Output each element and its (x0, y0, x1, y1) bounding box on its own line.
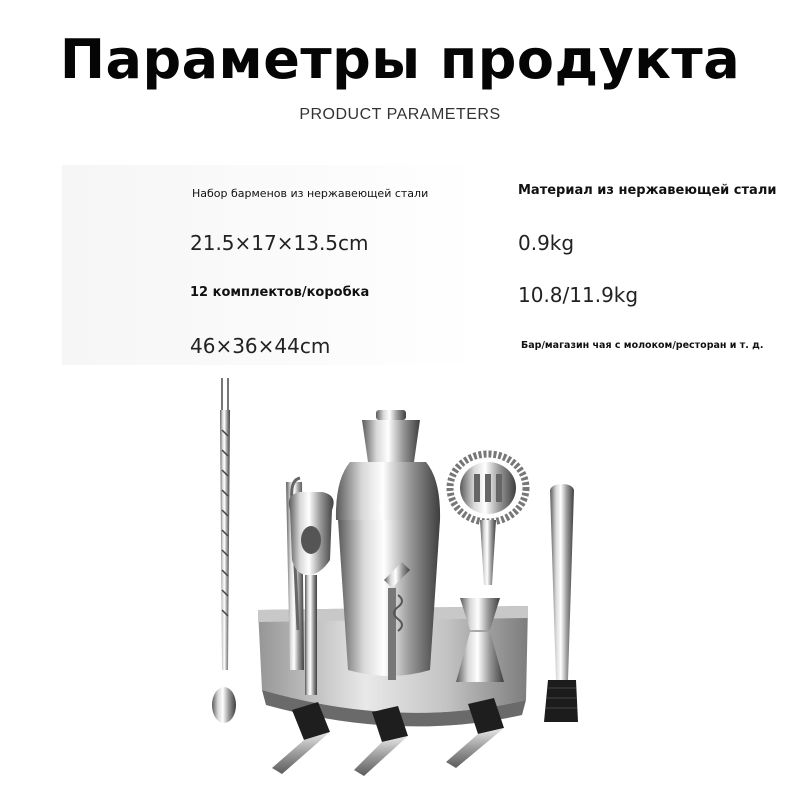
param-usage: Бар/магазин чая с молоком/ресторан и т. д. (521, 340, 764, 351)
bartender-set-image (0, 370, 800, 800)
param-packing: 12 комплектов/коробка (190, 285, 370, 300)
param-material: Материал из нержавеющей стали (518, 183, 777, 198)
param-product-name: Набор барменов из нержавеющей стали (192, 187, 429, 200)
bar-spoon (212, 378, 236, 723)
muddler (544, 484, 578, 722)
param-size: 21.5×17×13.5cm (190, 231, 369, 255)
param-gross-net-weight: 10.8/11.9kg (518, 283, 639, 307)
param-box-size: 46×36×44cm (190, 334, 331, 358)
param-weight: 0.9kg (518, 231, 575, 255)
bottle-pourer (272, 702, 330, 774)
page-title: Параметры продукта (59, 28, 741, 91)
hawthorne-strainer (450, 454, 526, 585)
page-subtitle: PRODUCT PARAMETERS (299, 106, 501, 123)
